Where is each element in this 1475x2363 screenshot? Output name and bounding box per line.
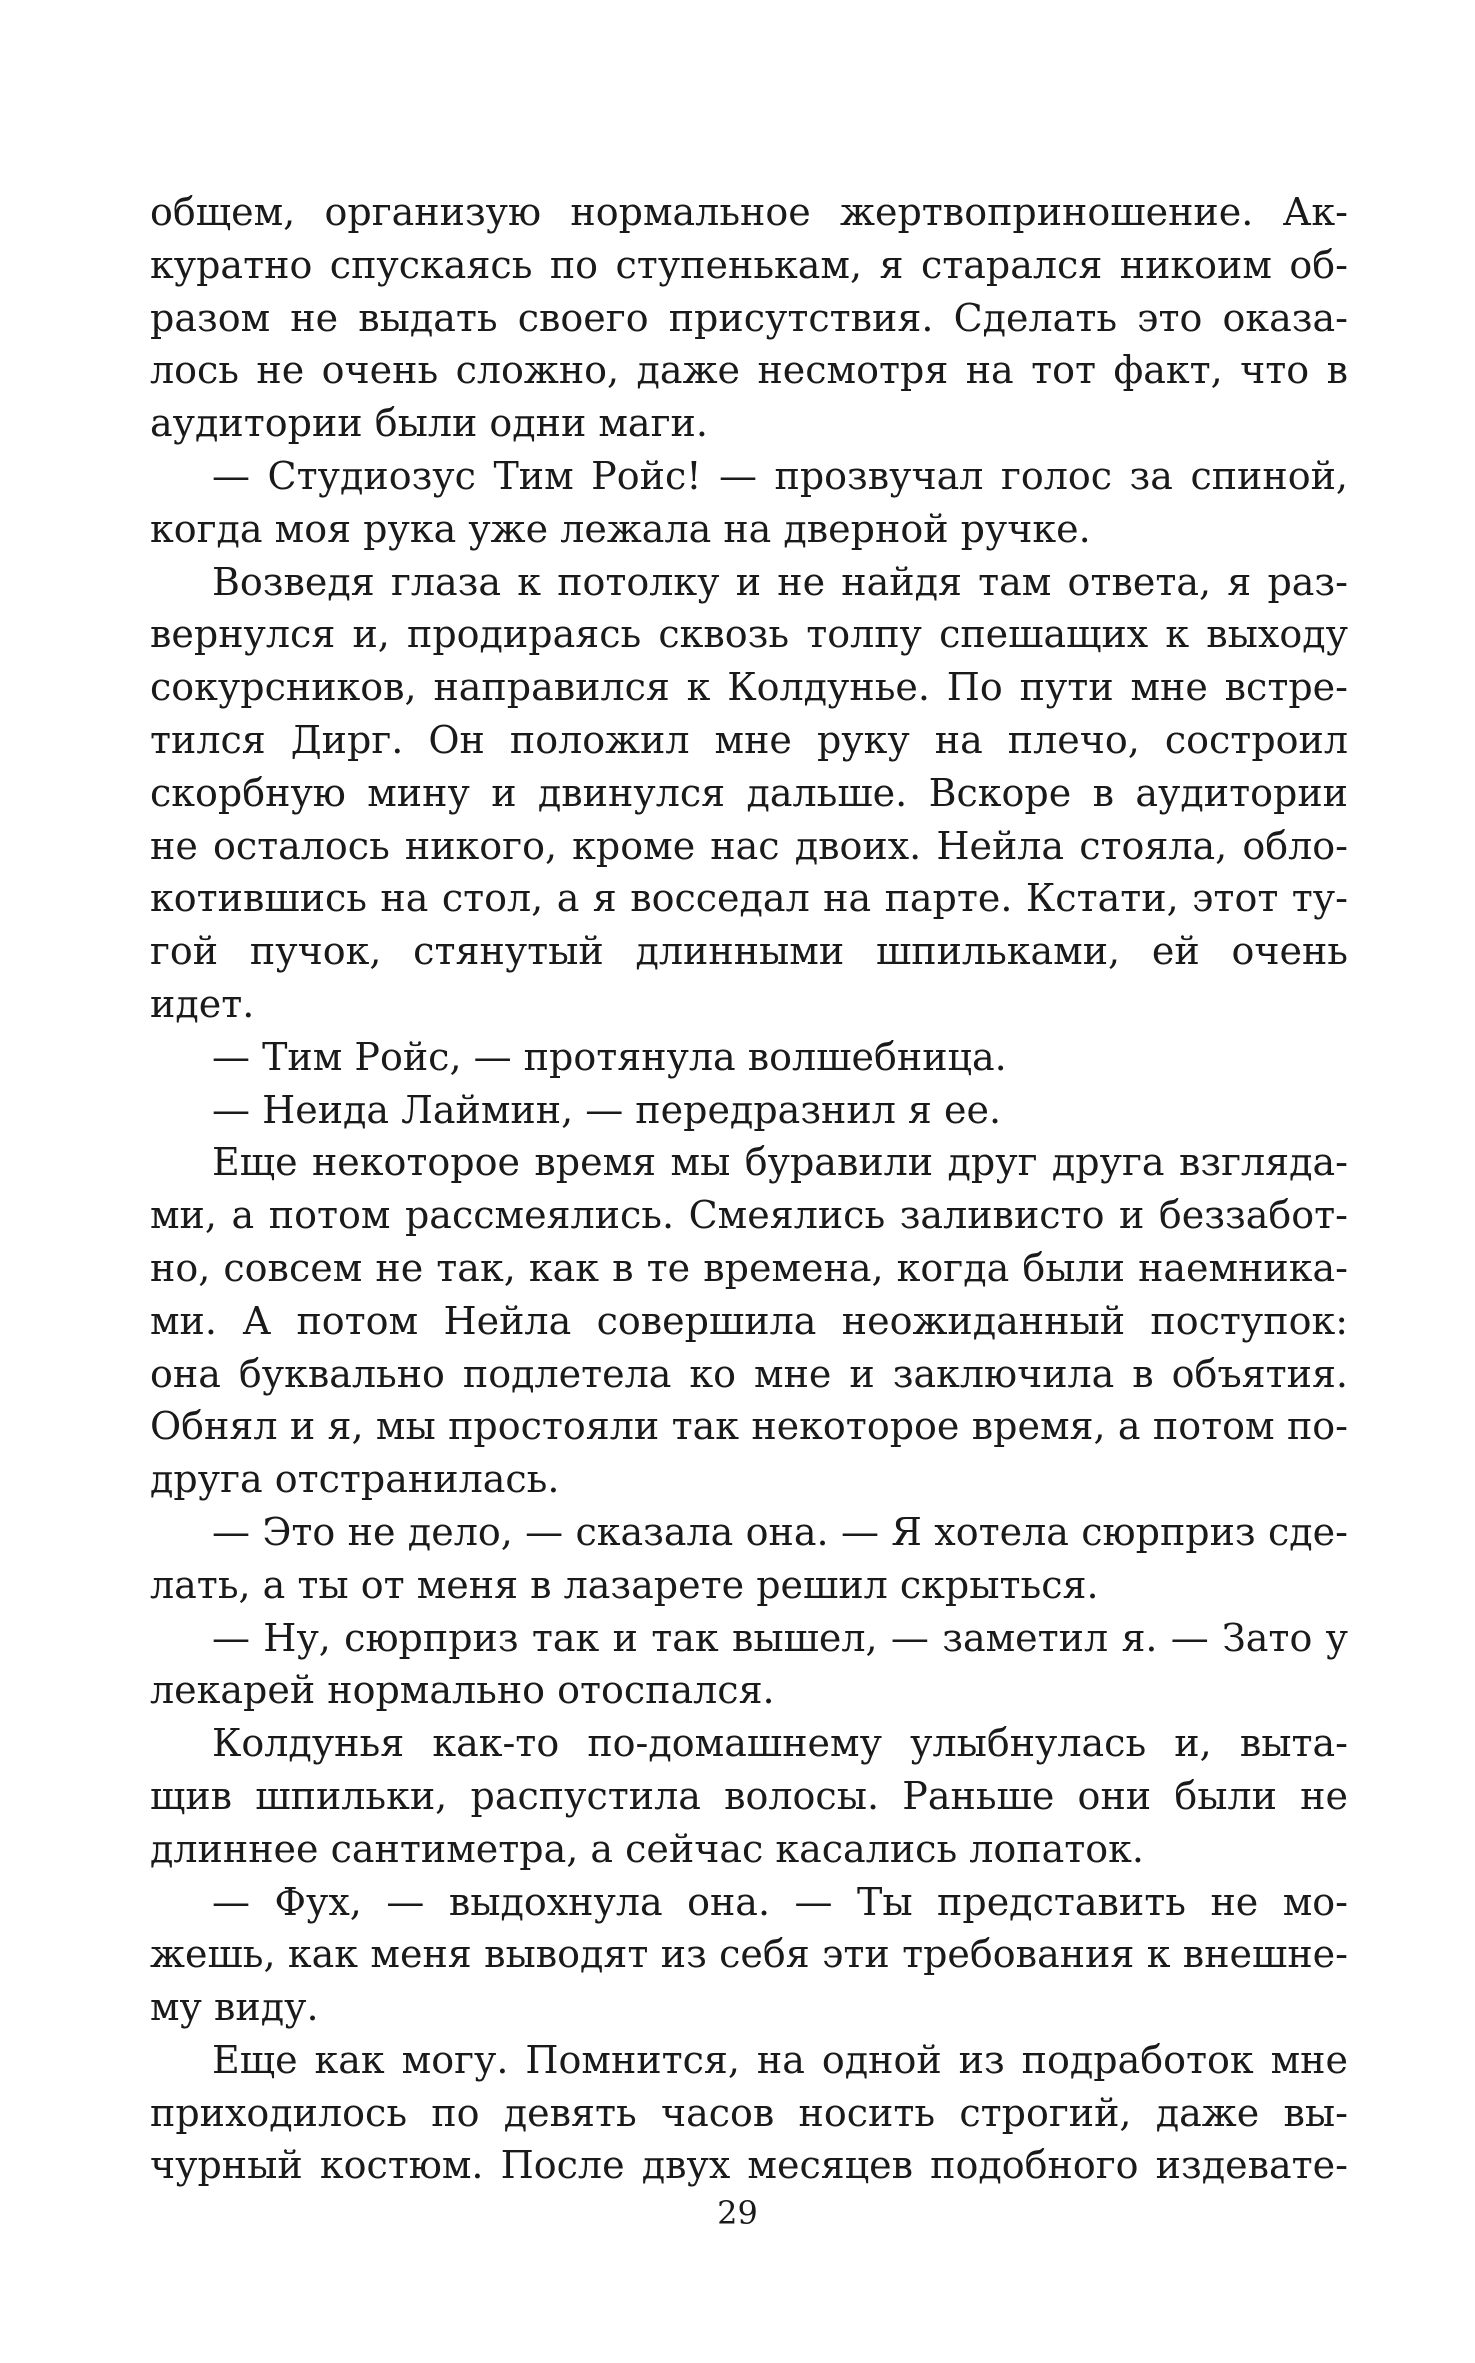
text-line: — Ну, сюрприз так и так вышел, — заметил я. — Зато у	[212, 1615, 1348, 1660]
text-line: не осталось никого, кроме нас двоих. Нейла стояла, обло-	[150, 823, 1348, 868]
text-line: ми. А потом Нейла совершила неожиданный поступок:	[150, 1298, 1348, 1343]
text-line: Еще некоторое время мы буравили друг друга взгляда-	[212, 1140, 1348, 1185]
text-line: гой пучок, стянутый длинными шпильками, ей очень	[150, 929, 1348, 974]
text-line: лекарей нормально отоспался.	[150, 1668, 775, 1713]
text-line: жешь, как меня выводят из себя эти требования к внешне-	[150, 1932, 1348, 1977]
text-line: — Фух, — выдохнула она. — Ты представить не мо-	[212, 1879, 1348, 1924]
page-body-text	[150, 186, 1348, 2192]
text-line: котившись на стол, а я восседал на парте. Кстати, этот ту-	[150, 876, 1348, 921]
text-line: скорбную мину и двинулся дальше. Вскоре в аудитории	[150, 770, 1348, 815]
text-line: она буквально подлетела ко мне и заключила в объятия.	[150, 1351, 1348, 1396]
text-line: — Это не дело, — сказала она. — Я хотела сюрприз сде-	[212, 1509, 1348, 1554]
text-line: длиннее сантиметра, а сейчас касались лопаток.	[150, 1826, 1144, 1871]
text-line: вернулся и, продираясь сквозь толпу спешащих к выходу	[150, 612, 1348, 657]
text-line: чурный костюм. После двух месяцев подобного издевате-	[150, 2143, 1348, 2188]
text-line: щив шпильки, распустила волосы. Раньше они были не	[150, 1773, 1348, 1818]
text-line: общем, организую нормальное жертвоприношение. Ак-	[150, 190, 1348, 234]
text-line: разом не выдать своего присутствия. Сделать это оказа-	[150, 295, 1348, 340]
text-line: Колдунья как-то по-домашнему улыбнулась и, выта-	[212, 1721, 1348, 1766]
text-line: — Неида Лаймин, — передразнил я ее.	[212, 1087, 1002, 1132]
text-line: — Тим Ройс, — протянула волшебница.	[212, 1034, 1007, 1079]
text-line: когда моя рука уже лежала на дверной ручке.	[150, 506, 1091, 551]
text-line: — Студиозус Тим Ройс! — прозвучал голос за спиной,	[212, 453, 1348, 498]
text-line: тился Дирг. Он положил мне руку на плечо, состроил	[150, 717, 1348, 762]
text-line: Обнял и я, мы простояли так некоторое время, а потом по-	[150, 1404, 1348, 1449]
text-line: идет.	[150, 981, 255, 1026]
text-line: приходилось по девять часов носить строгий, даже вы-	[150, 2090, 1348, 2135]
text-line: лось не очень сложно, даже несмотря на тот факт, что в	[150, 348, 1348, 393]
text-line: друга отстранилась.	[150, 1457, 560, 1502]
page-number: 29	[717, 2194, 758, 2232]
text-line: лать, а ты от меня в лазарете решил скрыться.	[150, 1562, 1099, 1607]
text-line: Возведя глаза к потолку и не найдя там ответа, я раз-	[212, 559, 1348, 604]
text-line: сокурсников, направился к Колдунье. По пути мне встре-	[150, 665, 1348, 710]
text-line: ми, а потом рассмеялись. Смеялись заливисто и беззабот-	[150, 1193, 1348, 1238]
text-line: но, совсем не так, как в те времена, когда были наемника-	[150, 1245, 1348, 1290]
text-line: му виду.	[150, 1985, 319, 2030]
text-line: аудитории были одни маги.	[150, 401, 708, 446]
text-line: куратно спускаясь по ступенькам, я старался никоим об-	[150, 242, 1348, 287]
text-line: Еще как могу. Помнится, на одной из подработок мне	[212, 2037, 1348, 2082]
